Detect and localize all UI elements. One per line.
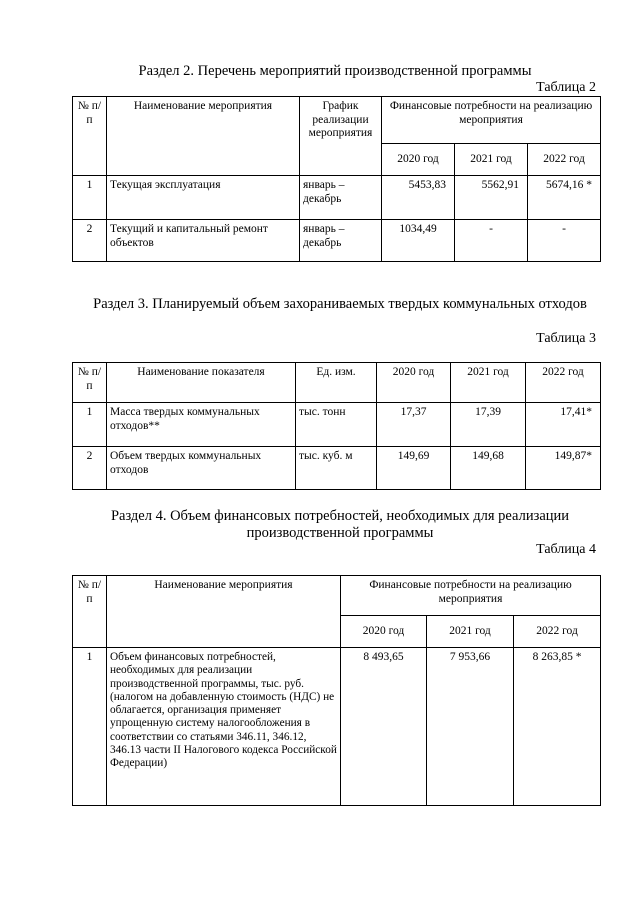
t2-header-schedule: График реализации мероприятия	[300, 97, 382, 176]
t2-header-finance: Финансовые потребности на реализацию мероприятия	[382, 97, 601, 144]
table-row	[73, 403, 601, 447]
t4-row-num: 1	[73, 648, 107, 806]
t2-row-2021: 5562,91	[455, 176, 528, 220]
t3-header-unit: Ед. изм.	[296, 363, 377, 403]
t3-header-year: 2022 год	[526, 363, 601, 403]
t2-row-name: Текущая эксплуатация	[107, 176, 300, 220]
t2-row-schedule: январь – декабрь	[300, 220, 382, 262]
t2-row-2020: 5453,83	[382, 176, 455, 220]
table-3	[72, 362, 601, 490]
t2-row-schedule: январь – декабрь	[300, 176, 382, 220]
t4-header-year: 2021 год	[427, 616, 514, 648]
t2-row-2021: -	[455, 220, 528, 262]
section2-heading: Раздел 2. Перечень мероприятий производственной программы	[138, 63, 532, 79]
t3-header-num: № п/п	[73, 363, 107, 403]
table4-label: Таблица 4	[536, 542, 596, 557]
t3-row-2022: 149,87*	[526, 447, 601, 490]
t2-row-2022: -	[528, 220, 601, 262]
t3-header-name: Наименование показателя	[107, 363, 296, 403]
t2-row-name: Текущий и капитальный ремонт объектов	[107, 220, 300, 262]
t2-row-num: 1	[73, 176, 107, 220]
t4-row-2022: 8 263,85 *	[514, 648, 601, 806]
table2-label: Таблица 2	[536, 80, 596, 95]
table-4	[72, 575, 601, 806]
t4-header-finance: Финансовые потребности на реализацию мероприятия	[341, 576, 601, 616]
t2-header-num: № п/п	[73, 97, 107, 176]
t2-row-2020: 1034,49	[382, 220, 455, 262]
section4-heading-line1: Раздел 4. Объем финансовых потребностей, необходимых для реализации	[110, 508, 570, 524]
t3-header-year: 2021 год	[451, 363, 526, 403]
table-2	[72, 96, 601, 262]
t3-row-name: Объем твердых коммунальных отходов	[107, 447, 296, 490]
table-row	[73, 220, 601, 262]
table-row	[73, 447, 601, 490]
section4-heading-line2: производственной программы	[246, 525, 434, 541]
t3-row-2020: 149,69	[377, 447, 451, 490]
t4-header-num: № п/п	[73, 576, 107, 648]
t3-row-2022: 17,41*	[526, 403, 601, 447]
t3-row-2021: 17,39	[451, 403, 526, 447]
t3-row-name: Масса твердых коммунальных отходов**	[107, 403, 296, 447]
t3-row-num: 2	[73, 447, 107, 490]
t4-header-year: 2022 год	[514, 616, 601, 648]
t4-row-2021: 7 953,66	[427, 648, 514, 806]
t2-header-year: 2021 год	[455, 144, 528, 176]
t2-header-year: 2020 год	[382, 144, 455, 176]
t4-header-name: Наименование мероприятия	[107, 576, 341, 648]
t2-row-num: 2	[73, 220, 107, 262]
t4-row-name: Объем финансовых потребностей, необходимых для реализации производственной программы, тыс. руб. (налогом на добавленную стоимость (НДС) не облагается, организация применяет упрощенную систему налогообложения в соответствии со статьями 346.11, 346.12, 346.13 части II Налогового кодекса Российской Федерации)	[107, 648, 341, 806]
table-row	[73, 176, 601, 220]
t2-header-year: 2022 год	[528, 144, 601, 176]
t2-row-2022: 5674,16 *	[528, 176, 601, 220]
t3-header-year: 2020 год	[377, 363, 451, 403]
table3-label: Таблица 3	[536, 331, 596, 346]
t4-row-2020: 8 493,65	[341, 648, 427, 806]
t3-row-unit: тыс. тонн	[296, 403, 377, 447]
section3-heading: Раздел 3. Планируемый объем захораниваемых твердых коммунальных отходов	[93, 296, 587, 312]
table-row	[73, 648, 601, 806]
t3-row-2021: 149,68	[451, 447, 526, 490]
t2-header-name: Наименование мероприятия	[107, 97, 300, 176]
t3-row-2020: 17,37	[377, 403, 451, 447]
t3-row-unit: тыс. куб. м	[296, 447, 377, 490]
t3-row-num: 1	[73, 403, 107, 447]
t4-header-year: 2020 год	[341, 616, 427, 648]
